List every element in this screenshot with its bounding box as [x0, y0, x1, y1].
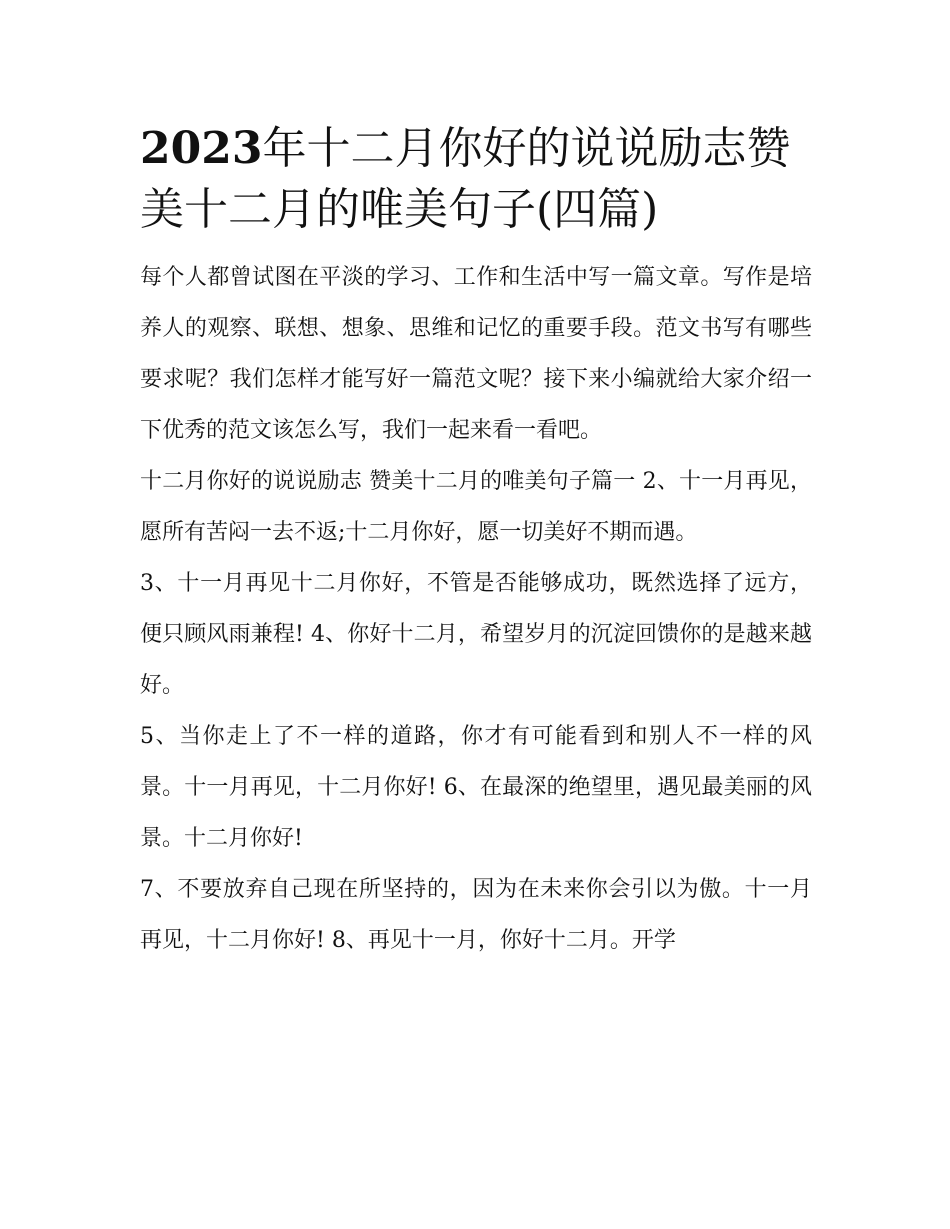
paragraph-4: 7、不要放弃自己现在所坚持的，因为在未来你会引以为傲。十一月再见，十二月你好! 8、再见十一月，你好十二月。开学 [140, 877, 812, 953]
paragraph-intro: 每个人都曾试图在平淡的学习、工作和生活中写一篇文章。写作是培养人的观察、联想、想象、思维和记忆的重要手段。范文书写有哪些要求呢？我们怎样才能写好一篇范文呢？接下来小编就给大家介绍一下优秀的范文该怎么写，我们一起来看一看吧。 [140, 265, 812, 443]
title-year: 2023 [140, 123, 263, 174]
document-body [140, 252, 812, 966]
title-text: 年十二月你好的说说励志赞美十二月的唯美句子(四篇) [140, 123, 791, 235]
paragraph-3: 5、当你走上了不一样的道路，你才有可能看到和别人不一样的风景。十一月再见，十二月你好! 6、在最深的绝望里，遇见最美丽的风景。十二月你好! [140, 724, 812, 851]
document-page [140, 118, 812, 966]
paragraph-2: 3、十一月再见十二月你好，不管是否能够成功，既然选择了远方，便只顾风雨兼程! 4、你好十二月，希望岁月的沉淀回馈你的是越来越好。 [140, 571, 812, 698]
paragraph-1: 十二月你好的说说励志 赞美十二月的唯美句子篇一 2、十一月再见，愿所有苦闷一去不返;十二月你好，愿一切美好不期而遇。 [140, 469, 812, 545]
document-title [140, 118, 812, 240]
